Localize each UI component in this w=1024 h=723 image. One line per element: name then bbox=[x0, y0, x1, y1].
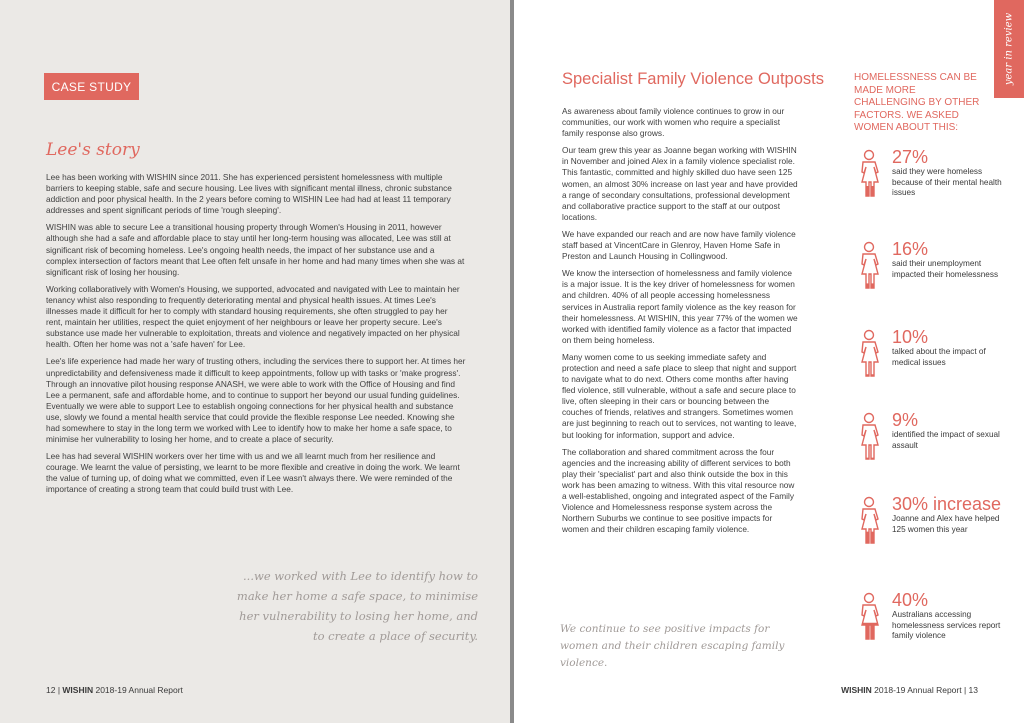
footer-brand: WISHIN bbox=[841, 685, 872, 695]
pull-quote: We continue to see positive impacts for women and their children escaping family violence. bbox=[560, 623, 785, 669]
stat-value: 10% bbox=[892, 327, 929, 347]
pull-quote: ...we worked with Lee to identify how to make her home a safe space, to minimise her vulnerability to losing her home, and to create a place of security. bbox=[236, 569, 478, 643]
stat-item bbox=[854, 239, 1004, 309]
woman-figure-icon bbox=[854, 147, 884, 203]
stat-description: said they were homeless because of their mental health issues bbox=[892, 167, 1002, 198]
paragraph: The collaboration and shared commitment across the four agencies and the increasing ability of different services to both play their 'specialist' part and also think outside the box in this work has been amazing to witness. With this vital resource now a well-established, ongoing and integrated aspect of the Family Violence and Homelessness response system across the Northern Suburbs we continue to see positive impacts for women and their children escaping family violence. bbox=[562, 446, 795, 535]
paragraph: As awareness about family violence continues to grow in our communities, our work with women who require a specialist family response also grows. bbox=[562, 106, 785, 139]
stat-description: identified the impact of sexual assault bbox=[892, 430, 1000, 450]
paragraph: Lee has had several WISHIN workers over her time with us and we all learnt much from her resilience and courage. We learnt the value of persisting, we learnt to be more flexible and creative in doing the work. We learnt the value of turning up, of doing what we committed, even if Lee wasn't always there. We were reminded of the importance of creating a strong team that could build trust with Lee. bbox=[46, 451, 460, 495]
stat-text bbox=[892, 590, 1004, 642]
woman-figure-icon bbox=[854, 327, 884, 383]
woman-figure-icon bbox=[854, 494, 884, 550]
paragraph: Lee's life experience had made her wary of trusting others, including the services there to support her. At times her unpredictability and defensiveness made it difficult to keep appointments, follow up with tasks or 'make progress'. Through an innovative pilot housing response ANASH, we were able to work with the Office of Housing and find Lee a permanent, safe and affordable home, and to continue to support her beyond our usual funding guidelines. Eventually we were able to support Lee to establish ongoing connections for her physical health and substance use, slowly we found a mental health service that could provide the flexible response Lee needed. Knowing she had somewhere to stay in the long term we worked with Lee to identify how to make her home a safe space, to minimise her vulnerability to losing her home, and to create a place of security. bbox=[46, 356, 466, 445]
stat-value: 9% bbox=[892, 410, 919, 430]
year-in-review-tab bbox=[994, 0, 1024, 98]
stat-description: said their unemployment impacted their homelessness bbox=[892, 259, 999, 279]
article-body bbox=[562, 106, 799, 541]
stat-item bbox=[854, 327, 1004, 397]
case-study-badge: CASE STUDY bbox=[44, 73, 139, 100]
paragraph: Working collaboratively with Women's Housing, we supported, advocated and navigated with Lee to maintain her tenancy whist also responding to frequently deteriorating mental and physical health issues. At times Lee's illnesses made it difficult for her to comply with standard housing requirements, she often struggled to pay her rent, maintain her utilities, respect the quiet enjoyment of her neighbours or leave her property secure. Lee's substance use made her vulnerable to exploitation, threats and violence and negatively impacted on her physical health. Often her home was not a 'safe haven' for Lee. bbox=[46, 283, 460, 350]
woman-figure-icon bbox=[854, 410, 884, 466]
stat-item bbox=[854, 410, 1004, 480]
footer-brand: WISHIN bbox=[62, 685, 94, 695]
stat-text bbox=[892, 147, 1004, 199]
paragraph: Many women come to us seeking immediate safety and protection and need a safe place to sleep that night and support to navigate what to do next. Others come months after having fled violence, still vulnerable, without a safe and secure place to live, often sleeping in their cars or bouncing between the couches of friends, relatives and strangers. Sometimes women are just beginning to reach out to services, not wanting to leave, but looking for information, support and advice. bbox=[562, 351, 797, 440]
stat-description: Australians accessing homelessness services report family violence bbox=[892, 610, 1001, 641]
paragraph: We know the intersection of homelessness and family violence is a major issue. It is the key driver of homelessness for women and children. 40% of all people accessing homelessness services in Australia report family violence as the key reason for their homelessness. At WISHIN, this year 77% of the women we worked with identified family violence as a factor that impacted on them being homeless. bbox=[562, 268, 798, 345]
stat-item bbox=[854, 147, 1004, 217]
stat-item bbox=[854, 494, 1004, 564]
stat-description: Joanne and Alex have helped 125 women this year bbox=[892, 514, 1000, 534]
stat-item bbox=[854, 590, 1004, 660]
woman-figure-icon bbox=[854, 239, 884, 295]
paragraph: We have expanded our reach and are now have family violence staff based at VincentCare in Glenroy, Haven Home Safe in Preston and Launch Housing in Collingwood. bbox=[562, 228, 796, 262]
footer-text: 2018-19 Annual Report bbox=[93, 685, 183, 695]
left-page bbox=[0, 0, 510, 723]
stat-value: 30% increase bbox=[892, 494, 1002, 514]
sidebar-intro: HOMELESSNESS CAN BE MADE MORE CHALLENGING BY OTHER FACTORS. WE ASKED WOMEN ABOUT THIS: bbox=[854, 72, 980, 133]
footer-text: 2018-19 Annual Report bbox=[871, 685, 962, 695]
stat-value: 16% bbox=[892, 239, 929, 259]
stat-description: talked about the impact of medical issues bbox=[892, 347, 986, 367]
stat-value: 27% bbox=[892, 147, 929, 167]
page-number: 12 bbox=[46, 685, 56, 695]
stat-value: 40% bbox=[892, 590, 929, 610]
page-footer bbox=[841, 685, 978, 695]
paragraph: WISHIN was able to secure Lee a transitional housing property through Women's Housing in 2011, however although she had a safe and affordable place to stay until her long-term housing was allocated, Lee was still at significant risk of becoming homeless. Lee's ongoing health needs, the impact of her substance use and a complex intersection of factors meant that Lee often felt unsafe in her home and had many times when she was at significant risk of losing her housing. bbox=[46, 222, 465, 277]
footer-separator: | bbox=[55, 685, 63, 695]
case-study-body bbox=[46, 172, 466, 502]
section-title: Specialist Family Violence Outposts bbox=[562, 70, 824, 88]
page-number: 13 bbox=[968, 685, 978, 695]
paragraph: Our team grew this year as Joanne began working with WISHIN in November and joined Alex in a family violence specialist role. This fantastic, committed and highly skilled duo have seen 125 women, an almost 30% increase on last year and have provided a range of secondary consultations, professional development and collaborative practice support to the staff at our outpost locations. bbox=[562, 145, 798, 222]
paragraph: Lee has been working with WISHIN since 2011. She has experienced persistent homelessness with multiple barriers to keeping stable, safe and secure housing. Lee lives with significant mental illness, chronic substance addiction and poor physical health. In the 2 years before coming to WISHIN Lee had had at least 11 temporary addresses and spent significant periods of time 'rough sleeping'. bbox=[46, 172, 452, 216]
stat-text bbox=[892, 239, 1004, 280]
page-footer bbox=[46, 685, 183, 695]
stat-text bbox=[892, 494, 1004, 535]
right-page bbox=[514, 0, 1024, 723]
stat-text bbox=[892, 410, 1004, 451]
woman-figure-icon bbox=[854, 590, 884, 646]
stat-text bbox=[892, 327, 1004, 368]
footer-separator: | bbox=[961, 685, 969, 695]
year-in-review-label: year in review bbox=[1003, 12, 1015, 86]
story-title: Lee's story bbox=[46, 140, 140, 160]
